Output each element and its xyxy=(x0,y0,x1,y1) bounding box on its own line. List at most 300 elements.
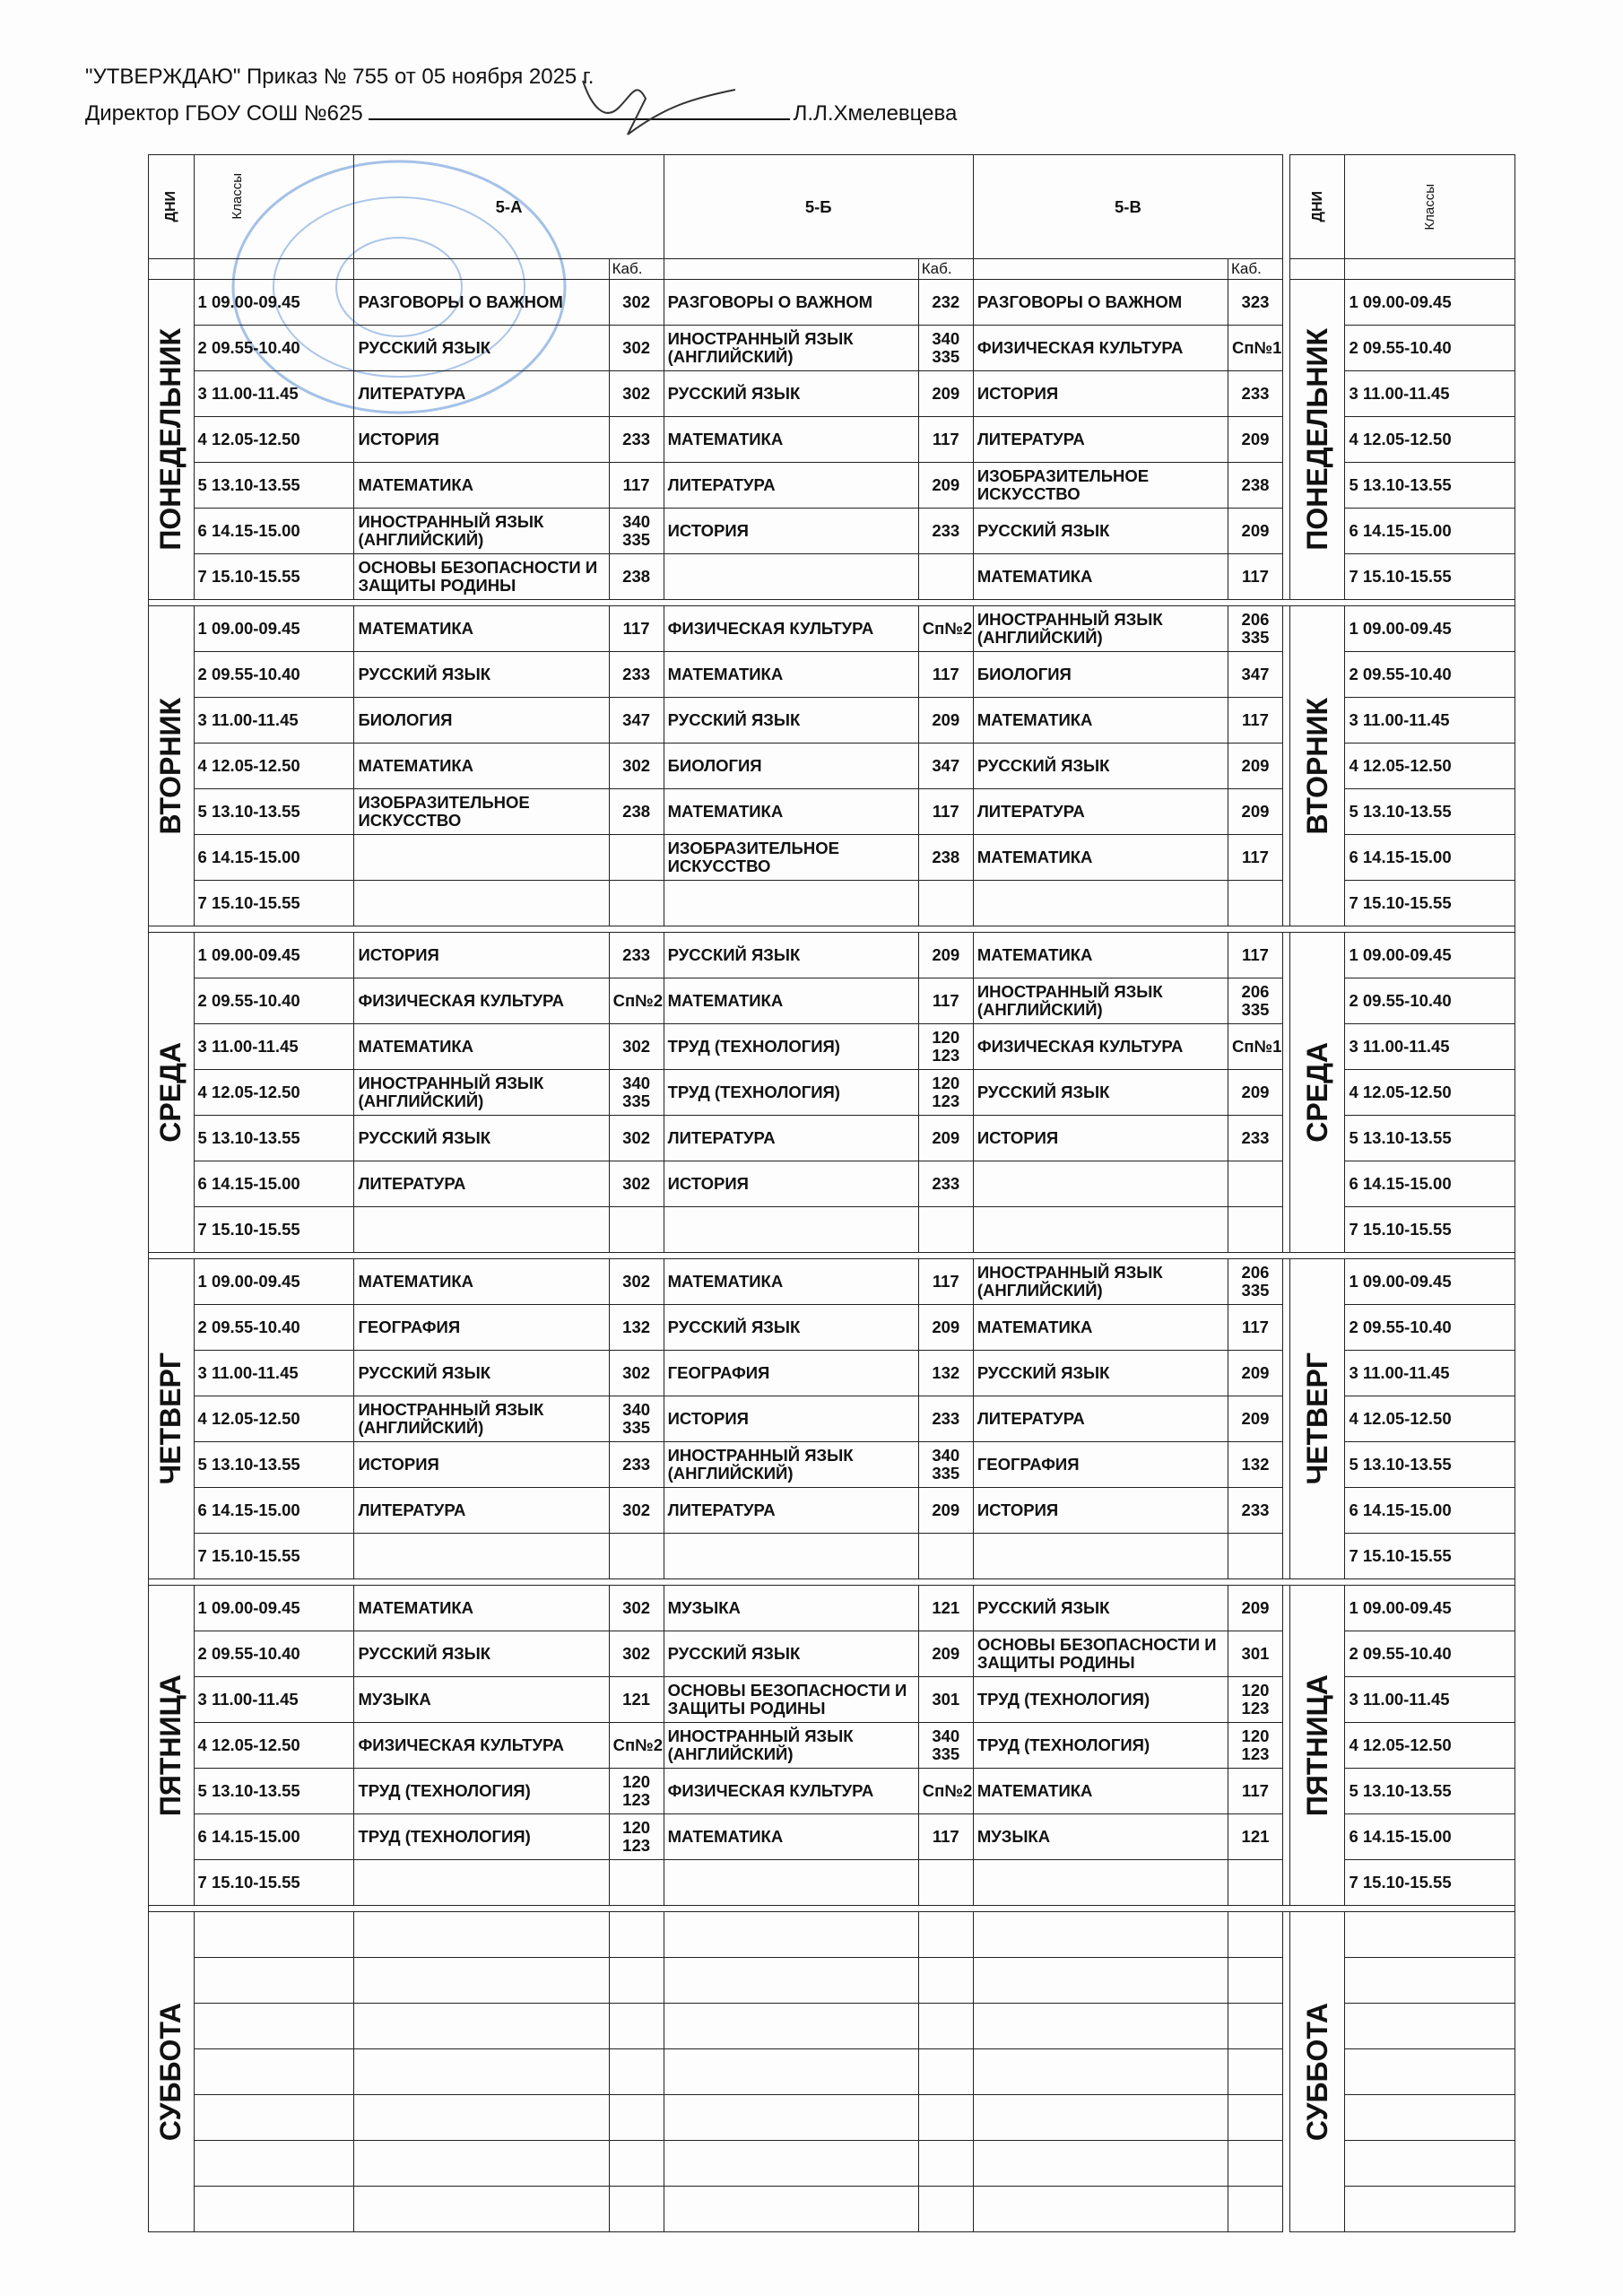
class-5a-header: 5-А xyxy=(354,155,664,259)
room-5b: 233 xyxy=(918,509,973,554)
room-5a xyxy=(609,835,664,881)
subject-5v xyxy=(973,2187,1228,2232)
room-5b: 340 335 xyxy=(918,1442,973,1488)
lesson-time-right: 3 11.00-11.45 xyxy=(1345,1351,1515,1396)
room-5v xyxy=(1228,1958,1282,2004)
spacer xyxy=(1283,1586,1290,1631)
lesson-time-right: 2 09.55-10.40 xyxy=(1345,326,1515,371)
subject-5a: ГЕОГРАФИЯ xyxy=(354,1305,609,1351)
blank xyxy=(1345,259,1515,280)
lesson-time: 2 09.55-10.40 xyxy=(194,652,354,698)
room-5v: 206 335 xyxy=(1228,1259,1282,1305)
room-5b xyxy=(918,1860,973,1906)
room-5b: 209 xyxy=(918,1488,973,1534)
room-5a: 302 xyxy=(609,1161,664,1207)
subject-5a xyxy=(354,2095,609,2141)
day-label-left: ВТОРНИК xyxy=(149,606,195,926)
room-5a xyxy=(609,2049,664,2095)
room-5v: 206 335 xyxy=(1228,978,1282,1024)
subject-5a: ФИЗИЧЕСКАЯ КУЛЬТУРА xyxy=(354,1723,609,1769)
room-5v: Сп№1 xyxy=(1228,1024,1282,1070)
spacer xyxy=(1283,652,1290,698)
room-5a: 302 xyxy=(609,744,664,789)
subject-5a: РУССКИЙ ЯЗЫК xyxy=(354,1116,609,1161)
lesson-time-right: 1 09.00-09.45 xyxy=(1345,606,1515,652)
lesson-time-right: 5 13.10-13.55 xyxy=(1345,463,1515,509)
subject-5a xyxy=(354,881,609,926)
room-5a xyxy=(609,881,664,926)
subject-5v: МАТЕМАТИКА xyxy=(973,1305,1228,1351)
lesson-time: 1 09.00-09.45 xyxy=(194,1586,354,1631)
lesson-time-right: 7 15.10-15.55 xyxy=(1345,1207,1515,1253)
subject-5b: БИОЛОГИЯ xyxy=(664,744,918,789)
subject-5b: РУССКИЙ ЯЗЫК xyxy=(664,698,918,744)
subject-5v xyxy=(973,2141,1228,2187)
subject-5a: ИСТОРИЯ xyxy=(354,417,609,463)
subject-5b: МАТЕМАТИКА xyxy=(664,978,918,1024)
spacer xyxy=(1283,1677,1290,1723)
room-5v: 120 123 xyxy=(1228,1677,1282,1723)
subject-5a xyxy=(354,2187,609,2232)
subject-5b xyxy=(664,1860,918,1906)
spacer xyxy=(1283,1769,1290,1814)
spacer xyxy=(1283,417,1290,463)
room-5a: 117 xyxy=(609,606,664,652)
spacer xyxy=(1283,1860,1290,1906)
spacer xyxy=(1283,280,1290,326)
room-5v: 238 xyxy=(1228,463,1282,509)
subject-5a xyxy=(354,1860,609,1906)
subject-5v: ФИЗИЧЕСКАЯ КУЛЬТУРА xyxy=(973,326,1228,371)
lesson-time: 7 15.10-15.55 xyxy=(194,554,354,600)
room-5v: 209 xyxy=(1228,1351,1282,1396)
lesson-row xyxy=(149,1259,1515,1305)
subject-5a: ЛИТЕРАТУРА xyxy=(354,1488,609,1534)
room-5v: 209 xyxy=(1228,509,1282,554)
room-5a xyxy=(609,2141,664,2187)
subject-5a: ИСТОРИЯ xyxy=(354,1442,609,1488)
room-5v: 209 xyxy=(1228,417,1282,463)
room-5a: 302 xyxy=(609,326,664,371)
subject-5b: РУССКИЙ ЯЗЫК xyxy=(664,1305,918,1351)
room-5b: 209 xyxy=(918,1631,973,1677)
room-5b: 232 xyxy=(918,280,973,326)
lesson-time-right xyxy=(1345,2049,1515,2095)
room-5v: 120 123 xyxy=(1228,1723,1282,1769)
subject-5v: МАТЕМАТИКА xyxy=(973,698,1228,744)
room-5b: 132 xyxy=(918,1351,973,1396)
subject-5v xyxy=(973,1958,1228,2004)
lesson-row xyxy=(149,1586,1515,1631)
lesson-time-right xyxy=(1345,1912,1515,1958)
day-label-left: СРЕДА xyxy=(149,933,195,1253)
lesson-time: 3 11.00-11.45 xyxy=(194,1024,354,1070)
room-5b xyxy=(918,2049,973,2095)
spacer xyxy=(1283,463,1290,509)
subject-5v: ТРУД (ТЕХНОЛОГИЯ) xyxy=(973,1677,1228,1723)
room-5b: 347 xyxy=(918,744,973,789)
subject-5a: ОСНОВЫ БЕЗОПАСНОСТИ И ЗАЩИТЫ РОДИНЫ xyxy=(354,554,609,600)
subject-5a: РУССКИЙ ЯЗЫК xyxy=(354,652,609,698)
room-5v: 206 335 xyxy=(1228,606,1282,652)
room-5v: 233 xyxy=(1228,371,1282,417)
lesson-time-right: 3 11.00-11.45 xyxy=(1345,698,1515,744)
room-5v: 132 xyxy=(1228,1442,1282,1488)
room-5b: 209 xyxy=(918,1305,973,1351)
room-5b: 209 xyxy=(918,698,973,744)
lesson-time: 4 12.05-12.50 xyxy=(194,1723,354,1769)
room-5b: 238 xyxy=(918,835,973,881)
lesson-time xyxy=(194,2187,354,2232)
subject-5b: ТРУД (ТЕХНОЛОГИЯ) xyxy=(664,1024,918,1070)
subject-5a: ИНОСТРАННЫЙ ЯЗЫК (АНГЛИЙСКИЙ) xyxy=(354,1396,609,1442)
spacer xyxy=(1283,835,1290,881)
spacer xyxy=(1283,2049,1290,2095)
room-5a: Сп№2 xyxy=(609,1723,664,1769)
lesson-time-right: 2 09.55-10.40 xyxy=(1345,1305,1515,1351)
subject-5v: ИНОСТРАННЫЙ ЯЗЫК (АНГЛИЙСКИЙ) xyxy=(973,978,1228,1024)
room-5b: 209 xyxy=(918,463,973,509)
day-label-right: ПОНЕДЕЛЬНИК xyxy=(1290,280,1345,600)
subject-5v: ЛИТЕРАТУРА xyxy=(973,789,1228,835)
spacer xyxy=(1283,259,1290,280)
lesson-row xyxy=(149,1912,1515,1958)
subject-5a: РУССКИЙ ЯЗЫК xyxy=(354,1351,609,1396)
lesson-row xyxy=(149,606,1515,652)
room-5a: 233 xyxy=(609,933,664,978)
lesson-time-right: 5 13.10-13.55 xyxy=(1345,1116,1515,1161)
subject-5v: ИНОСТРАННЫЙ ЯЗЫК (АНГЛИЙСКИЙ) xyxy=(973,606,1228,652)
lesson-time-right: 6 14.15-15.00 xyxy=(1345,835,1515,881)
subject-5b xyxy=(664,2187,918,2232)
subject-5a: ФИЗИЧЕСКАЯ КУЛЬТУРА xyxy=(354,978,609,1024)
room-5a: 302 xyxy=(609,1259,664,1305)
spacer xyxy=(1283,2141,1290,2187)
lesson-time-right xyxy=(1345,1958,1515,2004)
lesson-time: 3 11.00-11.45 xyxy=(194,698,354,744)
subject-5v: МАТЕМАТИКА xyxy=(973,835,1228,881)
lesson-time-right: 4 12.05-12.50 xyxy=(1345,1070,1515,1116)
day-label-left: СУББОТА xyxy=(149,1912,195,2232)
subject-5v: РУССКИЙ ЯЗЫК xyxy=(973,744,1228,789)
director-line xyxy=(85,100,957,126)
room-5b: 340 335 xyxy=(918,326,973,371)
lesson-time-right: 4 12.05-12.50 xyxy=(1345,1396,1515,1442)
blank xyxy=(1290,259,1345,280)
subject-5b: ИСТОРИЯ xyxy=(664,1161,918,1207)
room-5a xyxy=(609,1860,664,1906)
lesson-time: 1 09.00-09.45 xyxy=(194,606,354,652)
lesson-time-right: 2 09.55-10.40 xyxy=(1345,652,1515,698)
room-5b xyxy=(918,2004,973,2049)
spacer xyxy=(1283,881,1290,926)
spacer xyxy=(1283,1958,1290,2004)
room-5b: 117 xyxy=(918,1814,973,1860)
spacer xyxy=(1283,1534,1290,1579)
room-5b xyxy=(918,554,973,600)
room-5a: 302 xyxy=(609,1488,664,1534)
lesson-row xyxy=(149,933,1515,978)
lesson-time-right: 6 14.15-15.00 xyxy=(1345,509,1515,554)
spacer xyxy=(1283,789,1290,835)
lesson-time-right: 4 12.05-12.50 xyxy=(1345,744,1515,789)
subject-5v: ЛИТЕРАТУРА xyxy=(973,417,1228,463)
subject-5b xyxy=(664,2095,918,2141)
lesson-time: 5 13.10-13.55 xyxy=(194,463,354,509)
subject-5v xyxy=(973,1207,1228,1253)
lesson-time-right: 5 13.10-13.55 xyxy=(1345,1769,1515,1814)
room-5b: 233 xyxy=(918,1161,973,1207)
lesson-time: 6 14.15-15.00 xyxy=(194,1814,354,1860)
lesson-time-right: 1 09.00-09.45 xyxy=(1345,1259,1515,1305)
spacer xyxy=(1283,1631,1290,1677)
room-5a: 132 xyxy=(609,1305,664,1351)
room-5a xyxy=(609,1912,664,1958)
blank xyxy=(664,259,918,280)
room-label-5b: Каб. xyxy=(918,259,973,280)
subject-5b: ЛИТЕРАТУРА xyxy=(664,1116,918,1161)
day-label-left: ПОНЕДЕЛЬНИК xyxy=(149,280,195,600)
subject-5a xyxy=(354,2049,609,2095)
subject-5a: МАТЕМАТИКА xyxy=(354,1259,609,1305)
subject-5a: РУССКИЙ ЯЗЫК xyxy=(354,1631,609,1677)
room-5v: 209 xyxy=(1228,789,1282,835)
subject-5b: МАТЕМАТИКА xyxy=(664,652,918,698)
subject-5a xyxy=(354,2004,609,2049)
room-5v xyxy=(1228,1161,1282,1207)
room-5b: 117 xyxy=(918,978,973,1024)
lesson-time: 3 11.00-11.45 xyxy=(194,371,354,417)
spacer xyxy=(1283,1912,1290,1958)
lesson-time-right: 5 13.10-13.55 xyxy=(1345,789,1515,835)
room-5b xyxy=(918,2095,973,2141)
lesson-time: 2 09.55-10.40 xyxy=(194,1631,354,1677)
subject-5a xyxy=(354,1958,609,2004)
lesson-time xyxy=(194,2049,354,2095)
room-5a: 121 xyxy=(609,1677,664,1723)
day-label-right: ПЯТНИЦА xyxy=(1290,1586,1345,1906)
room-5v: 117 xyxy=(1228,1305,1282,1351)
lesson-time: 4 12.05-12.50 xyxy=(194,744,354,789)
subject-5a: МАТЕМАТИКА xyxy=(354,744,609,789)
lesson-row xyxy=(149,280,1515,326)
subject-5b: МАТЕМАТИКА xyxy=(664,1259,918,1305)
room-5v xyxy=(1228,2049,1282,2095)
room-5a xyxy=(609,1534,664,1579)
separator-cell xyxy=(149,926,1515,933)
room-5a: 302 xyxy=(609,1116,664,1161)
spacer xyxy=(1283,1305,1290,1351)
spacer xyxy=(1283,326,1290,371)
subject-5b: РУССКИЙ ЯЗЫК xyxy=(664,1631,918,1677)
spacer xyxy=(1283,2187,1290,2232)
subject-5b: МАТЕМАТИКА xyxy=(664,789,918,835)
subject-5v: БИОЛОГИЯ xyxy=(973,652,1228,698)
separator-cell xyxy=(149,600,1515,606)
spacer xyxy=(1283,2095,1290,2141)
subject-5v: ИСТОРИЯ xyxy=(973,371,1228,417)
room-5b: 233 xyxy=(918,1396,973,1442)
subject-5a: ЛИТЕРАТУРА xyxy=(354,371,609,417)
lesson-time-right: 6 14.15-15.00 xyxy=(1345,1488,1515,1534)
room-5v: Сп№1 xyxy=(1228,326,1282,371)
lesson-time-right: 2 09.55-10.40 xyxy=(1345,978,1515,1024)
day-separator xyxy=(149,600,1515,606)
day-label-right: ВТОРНИК xyxy=(1290,606,1345,926)
room-5v xyxy=(1228,1912,1282,1958)
day-separator xyxy=(149,1579,1515,1586)
lesson-time-right: 7 15.10-15.55 xyxy=(1345,881,1515,926)
spacer xyxy=(1283,698,1290,744)
subject-5b: ИСТОРИЯ xyxy=(664,509,918,554)
blank xyxy=(354,259,609,280)
lesson-time: 1 09.00-09.45 xyxy=(194,1259,354,1305)
room-5b xyxy=(918,1534,973,1579)
room-5a: 238 xyxy=(609,554,664,600)
subject-5b xyxy=(664,1534,918,1579)
room-5v xyxy=(1228,1860,1282,1906)
subject-5b: МАТЕМАТИКА xyxy=(664,417,918,463)
room-label-5v: Каб. xyxy=(1228,259,1282,280)
room-5v: 323 xyxy=(1228,280,1282,326)
subject-5b: ГЕОГРАФИЯ xyxy=(664,1351,918,1396)
lesson-time-right: 3 11.00-11.45 xyxy=(1345,371,1515,417)
room-5a: 302 xyxy=(609,1351,664,1396)
room-5v: 117 xyxy=(1228,1769,1282,1814)
lesson-time: 2 09.55-10.40 xyxy=(194,326,354,371)
spacer xyxy=(1283,606,1290,652)
separator-cell xyxy=(149,1906,1515,1912)
room-5v: 117 xyxy=(1228,835,1282,881)
separator-cell xyxy=(149,1253,1515,1259)
room-5a: 233 xyxy=(609,652,664,698)
lesson-time-right: 7 15.10-15.55 xyxy=(1345,554,1515,600)
subject-5a xyxy=(354,1207,609,1253)
subject-5v: ИЗОБРАЗИТЕЛЬНОЕ ИСКУССТВО xyxy=(973,463,1228,509)
lesson-time-right: 5 13.10-13.55 xyxy=(1345,1442,1515,1488)
spacer xyxy=(1283,1814,1290,1860)
subject-5b xyxy=(664,554,918,600)
room-5v xyxy=(1228,2004,1282,2049)
subject-5a: МУЗЫКА xyxy=(354,1677,609,1723)
room-5b xyxy=(918,1912,973,1958)
room-5b: 121 xyxy=(918,1586,973,1631)
room-5a: 233 xyxy=(609,1442,664,1488)
day-label-right: СУББОТА xyxy=(1290,1912,1345,2232)
subject-5b: ФИЗИЧЕСКАЯ КУЛЬТУРА xyxy=(664,1769,918,1814)
room-5b: 117 xyxy=(918,789,973,835)
class-5v-header: 5-В xyxy=(973,155,1282,259)
subject-5v: ТРУД (ТЕХНОЛОГИЯ) xyxy=(973,1723,1228,1769)
subject-5b: ЛИТЕРАТУРА xyxy=(664,1488,918,1534)
subject-5a: ИСТОРИЯ xyxy=(354,933,609,978)
room-5v: 117 xyxy=(1228,933,1282,978)
spacer xyxy=(1283,1396,1290,1442)
day-label-left: ЧЕТВЕРГ xyxy=(149,1259,195,1579)
subject-5v: ОСНОВЫ БЕЗОПАСНОСТИ И ЗАЩИТЫ РОДИНЫ xyxy=(973,1631,1228,1677)
approval-line: "УТВЕРЖДАЮ" Приказ № 755 от 05 ноября 2025 г. xyxy=(85,65,595,89)
subject-5v: ГЕОГРАФИЯ xyxy=(973,1442,1228,1488)
director-name: Л.Л.Хмелевцева xyxy=(793,101,958,126)
subject-5a xyxy=(354,835,609,881)
subject-5v xyxy=(973,1860,1228,1906)
room-5v xyxy=(1228,1534,1282,1579)
room-5a xyxy=(609,1207,664,1253)
room-5b xyxy=(918,2141,973,2187)
subject-5v xyxy=(973,2049,1228,2095)
room-5a: 120 123 xyxy=(609,1814,664,1860)
spacer xyxy=(1283,1259,1290,1305)
lesson-time: 6 14.15-15.00 xyxy=(194,1161,354,1207)
subject-5v: РУССКИЙ ЯЗЫК xyxy=(973,509,1228,554)
room-5a: 302 xyxy=(609,1586,664,1631)
subject-5v: МАТЕМАТИКА xyxy=(973,933,1228,978)
subject-5b: ИСТОРИЯ xyxy=(664,1396,918,1442)
room-5b: Сп№2 xyxy=(918,1769,973,1814)
room-5b xyxy=(918,1207,973,1253)
lesson-time: 7 15.10-15.55 xyxy=(194,1860,354,1906)
subject-5a: ИЗОБРАЗИТЕЛЬНОЕ ИСКУССТВО xyxy=(354,789,609,835)
subject-5v: МУЗЫКА xyxy=(973,1814,1228,1860)
subject-5b: ИНОСТРАННЫЙ ЯЗЫК (АНГЛИЙСКИЙ) xyxy=(664,1723,918,1769)
days-header: ДНИ xyxy=(149,155,195,259)
room-5b: 117 xyxy=(918,1259,973,1305)
room-5v xyxy=(1228,2141,1282,2187)
lesson-time-right xyxy=(1345,2187,1515,2232)
spacer xyxy=(1283,1207,1290,1253)
spacer xyxy=(1283,1488,1290,1534)
room-5a: 302 xyxy=(609,1631,664,1677)
days-header-right: ДНИ xyxy=(1290,155,1345,259)
subject-5v: МАТЕМАТИКА xyxy=(973,554,1228,600)
lesson-time: 1 09.00-09.45 xyxy=(194,280,354,326)
lesson-time-right: 6 14.15-15.00 xyxy=(1345,1161,1515,1207)
lesson-time-right: 7 15.10-15.55 xyxy=(1345,1860,1515,1906)
subject-5v: ФИЗИЧЕСКАЯ КУЛЬТУРА xyxy=(973,1024,1228,1070)
subject-5b xyxy=(664,2004,918,2049)
subject-5b: ИЗОБРАЗИТЕЛЬНОЕ ИСКУССТВО xyxy=(664,835,918,881)
day-label-right: ЧЕТВЕРГ xyxy=(1290,1259,1345,1579)
subject-5a: ТРУД (ТЕХНОЛОГИЯ) xyxy=(354,1769,609,1814)
room-5b: 340 335 xyxy=(918,1723,973,1769)
subject-5a xyxy=(354,2141,609,2187)
subject-5b: ОСНОВЫ БЕЗОПАСНОСТИ И ЗАЩИТЫ РОДИНЫ xyxy=(664,1677,918,1723)
room-5a xyxy=(609,2187,664,2232)
lesson-time: 2 09.55-10.40 xyxy=(194,1305,354,1351)
lesson-time: 6 14.15-15.00 xyxy=(194,509,354,554)
subject-5v xyxy=(973,2004,1228,2049)
lesson-time: 4 12.05-12.50 xyxy=(194,1070,354,1116)
room-5v: 209 xyxy=(1228,744,1282,789)
blank xyxy=(973,259,1228,280)
subject-5v: РУССКИЙ ЯЗЫК xyxy=(973,1586,1228,1631)
room-5v xyxy=(1228,881,1282,926)
subject-5a: ИНОСТРАННЫЙ ЯЗЫК (АНГЛИЙСКИЙ) xyxy=(354,1070,609,1116)
blank xyxy=(194,259,354,280)
spacer xyxy=(1283,155,1290,259)
room-5v: 121 xyxy=(1228,1814,1282,1860)
room-5b: 301 xyxy=(918,1677,973,1723)
subject-5a: МАТЕМАТИКА xyxy=(354,1024,609,1070)
schedule-table xyxy=(148,154,1515,2232)
room-5a: 117 xyxy=(609,463,664,509)
room-5b: 209 xyxy=(918,1116,973,1161)
subject-5a: МАТЕМАТИКА xyxy=(354,1586,609,1631)
lesson-time-right: 4 12.05-12.50 xyxy=(1345,1723,1515,1769)
spacer xyxy=(1283,978,1290,1024)
class-5b-header: 5-Б xyxy=(664,155,973,259)
spacer xyxy=(1283,933,1290,978)
